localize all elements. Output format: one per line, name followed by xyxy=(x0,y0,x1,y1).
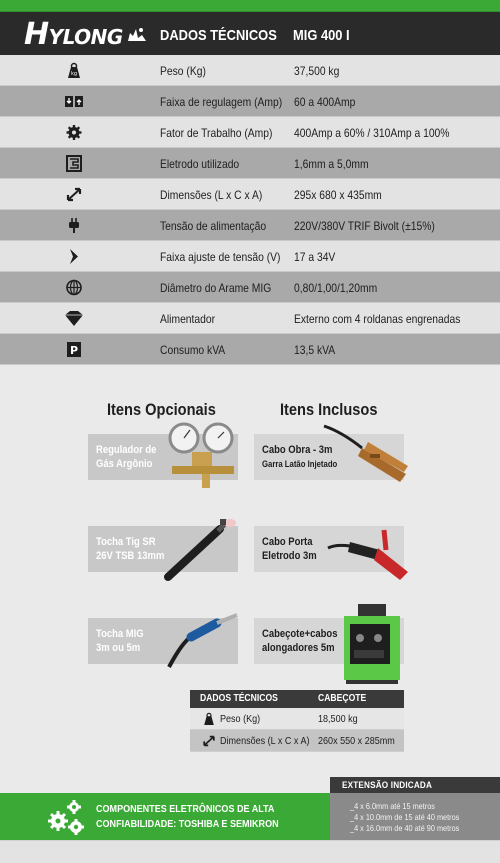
wire-feeder-image xyxy=(340,602,404,686)
optional-item-card: Regulador de Gás Argônio xyxy=(88,434,238,480)
extension-title-tab: EXTENSÃO INDICADA xyxy=(330,777,500,793)
dimensions-icon xyxy=(201,734,217,748)
weight-icon xyxy=(64,62,84,79)
spec-row xyxy=(0,210,500,241)
ground-clamp-image xyxy=(322,422,414,486)
spec-value: 295x 680 x 435mm xyxy=(294,188,382,202)
brand-logo xyxy=(24,18,148,50)
spec-row xyxy=(0,148,500,179)
gas-regulator-image xyxy=(162,420,244,490)
spec-label: Peso (Kg) xyxy=(160,64,206,78)
power-kva-icon xyxy=(64,341,84,358)
flame-icon xyxy=(126,25,148,43)
regulation-range-icon xyxy=(64,93,84,110)
header-model: MIG 400 I xyxy=(293,27,350,44)
spec-label: Faixa de regulagem (Amp) xyxy=(160,95,283,109)
spec-row xyxy=(0,179,500,210)
optional-items-title: Itens Opcionais xyxy=(107,400,216,419)
electrode-holder-image xyxy=(326,520,412,584)
spec-row xyxy=(0,117,500,148)
wire-diameter-icon xyxy=(64,279,84,296)
spec-value: Externo com 4 roldanas engrenadas xyxy=(294,312,461,326)
feeder-spec-row: Dimensões (L x C x A) 260x 550 x 285mm xyxy=(190,730,404,752)
spec-table xyxy=(0,55,500,365)
spec-label: Dimensões (L x C x A) xyxy=(160,188,263,202)
feeder-spec-header: DADOS TÉCNICOS CABEÇOTE xyxy=(190,690,404,708)
included-item-card: Cabo Obra - 3m Garra Latão Injetado xyxy=(254,434,404,480)
extension-line: _4 x 10.0mm de 15 até 40 metros xyxy=(350,812,460,822)
optional-item-card: Tocha MIG 3m ou 5m xyxy=(88,618,238,664)
voltage-adjust-icon xyxy=(64,248,84,265)
feeder-icon xyxy=(64,310,84,327)
spec-value: 400Amp a 60% / 310Amp a 100% xyxy=(294,126,450,140)
spec-row xyxy=(0,55,500,86)
included-item-card: Cabo Porta Eletrodo 3m xyxy=(254,526,404,572)
spec-value: 220V/380V TRIF Bivolt (±15%) xyxy=(294,219,435,233)
optional-item-card: Tocha Tig SR 26V TSB 13mm xyxy=(88,526,238,572)
spec-label: Fator de Trabalho (Amp) xyxy=(160,126,273,140)
logo-rest: YLONG xyxy=(48,24,123,49)
logo-initial: H xyxy=(24,16,49,52)
spec-label: Consumo kVA xyxy=(160,343,226,357)
spec-row xyxy=(0,334,500,365)
header-col-title: DADOS TÉCNICOS xyxy=(160,27,277,44)
svg-text:kg: kg xyxy=(70,71,78,77)
spec-label: Eletrodo utilizado xyxy=(160,157,240,171)
footer-line-2: CONFIABILIDADE: TOSHIBA E SEMIKRON xyxy=(96,818,279,830)
svg-text:P: P xyxy=(69,344,79,357)
tig-torch-image xyxy=(160,515,240,581)
top-accent-bar xyxy=(0,0,500,12)
spec-value: 1,6mm a 5,0mm xyxy=(294,157,369,171)
spec-value: 13,5 kVA xyxy=(294,343,336,357)
footer-bar xyxy=(0,793,500,840)
gear-icon xyxy=(64,124,84,141)
mig-torch-image xyxy=(165,607,245,669)
spec-row xyxy=(0,303,500,334)
gears-icon xyxy=(46,797,90,837)
spec-value: 0,80/1,00/1,20mm xyxy=(294,281,378,295)
feeder-spec-row: Peso (Kg) 18,500 kg xyxy=(190,708,404,730)
plug-icon xyxy=(64,217,84,234)
included-items-title: Itens Inclusos xyxy=(280,400,378,419)
header-bar xyxy=(0,12,500,55)
spec-label: Alimentador xyxy=(160,312,216,326)
spec-row xyxy=(0,272,500,303)
spec-row xyxy=(0,86,500,117)
spec-value: 37,500 kg xyxy=(294,64,340,78)
spec-value: 17 a 34V xyxy=(294,250,336,264)
spec-label: Diâmetro do Arame MIG xyxy=(160,281,272,295)
bottom-band xyxy=(0,840,500,863)
feeder-spec-table xyxy=(190,690,404,752)
extension-line: _4 x 16.0mm de 40 até 90 metros xyxy=(350,823,460,833)
footer-line-1: COMPONENTES ELETRÔNICOS DE ALTA xyxy=(96,803,275,815)
electrode-icon xyxy=(64,155,84,172)
spec-row xyxy=(0,241,500,272)
weight-icon xyxy=(201,712,217,726)
dimensions-icon xyxy=(64,186,84,203)
extension-box xyxy=(330,793,500,840)
extension-line: _4 x 6.0mm até 15 metros xyxy=(350,801,435,811)
included-item-card: Cabeçote+cabos alongadores 5m xyxy=(254,618,404,664)
spec-label: Faixa ajuste de tensão (V) xyxy=(160,250,281,264)
spec-value: 60 a 400Amp xyxy=(294,95,356,109)
spec-label: Tensão de alimentação xyxy=(160,219,267,233)
